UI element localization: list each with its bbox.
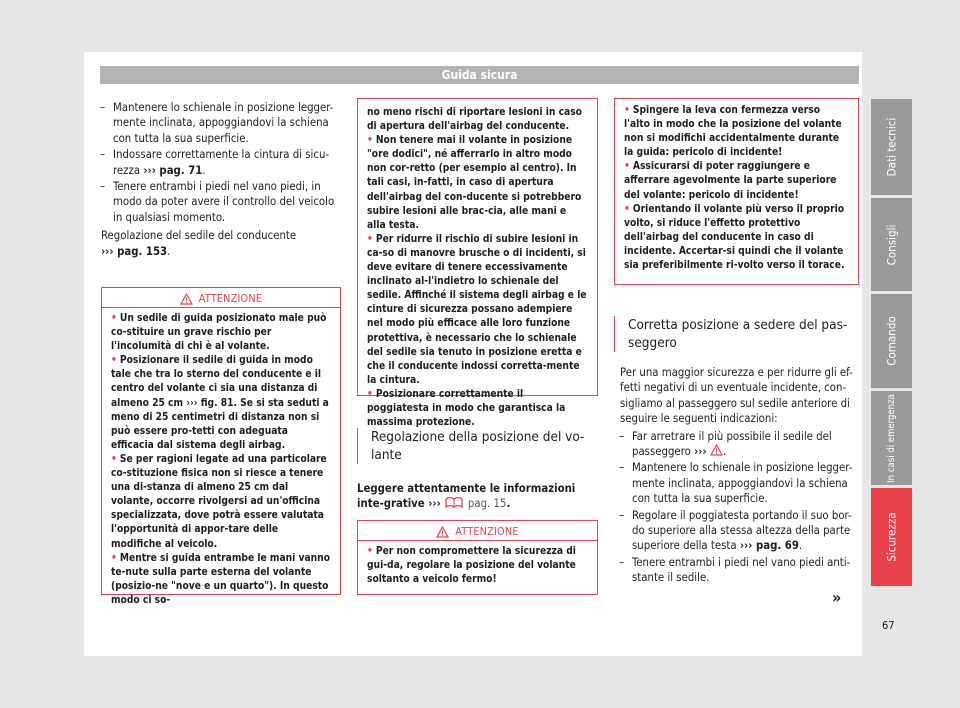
continue-mark: » [832,588,842,607]
paragraph: Regolazione del sedile del conducente ››› pag. 153. [101,229,297,258]
list-item: – Far arretrare il più possibile il sedile del passeggero ››› . [620,429,860,460]
warning-icon[interactable] [710,444,723,456]
list-item: – Indossare correttamente la cintura di sicu-rezza ››› pag. 71. [101,147,344,178]
warning-title: ATTENZIONE [102,290,340,308]
warning-bullet: • Per ridurre il rischio di subire lesioni in ca-so di manovre brusche o di incidenti, si deve evitare di tenere eccessivamente inclinato al-l'indietro lo schienale del sedile. Affinché il sistema degli airbag e le cinture di sicurezza possano adempiere nel modo più efficace alle loro funzione protettiva, è necessario che lo schienale del sedile sia tenuto in posizione eretta e che il conducente indossi corretta-mente la cintura. [367,233,587,386]
paragraph: Per una maggior sicurezza e per ridurre gli ef-fetti negativi di un eventuale incidente, con-sigliamo al passeggero sul sedile anteriore di seguire le seguenti indicazioni: [620,366,853,426]
warning-bullet: • Un sedile di guida posizionato male può co-stituire un grave rischio per l'incolumità di chi è al volante. [111,313,327,353]
tab-sicurezza[interactable]: Sicurezza [871,488,912,586]
warning-bullet: • Posizionare correttamente il poggiatesta in modo che garantisca la massima protezione. [367,388,566,429]
warning-box [357,520,598,595]
warning-box [101,287,341,606]
warning-icon [436,526,449,538]
warning-bullet: • Posizionare il sedile di guida in modo tale che tra lo sterno del conducente e il centro del volante ci sia una distanza di almeno 25 cm ››› fig. 81. Se si sta seduti a meno di 25 centimetri di distanza non si può essere pro-tetti con adeguata efficacia dal sistema degli airbag. [111,355,329,451]
list-item: – Mantenere lo schienale in posizione legger-mente inclinata, appoggiandovi la schiena con tutta la sua superficie. [101,100,344,146]
tab-comando[interactable]: Comando [871,294,912,388]
list-item: – Mantenere lo schienale in posizione legger-mente inclinata, appoggiandovi la schiena con tutta la sua superficie. [620,460,860,506]
page-ref-link[interactable]: ››› pag. 71 [143,163,203,177]
warning-bullet: • Mentre si guida entrambe le mani vanno te-nute sulla parte esterna del volante (posizio-ne "nove e un quarto"). In questo modo ci so- [111,552,330,606]
book-icon [444,496,464,508]
warning-bullet: • Spingere la leva con fermezza verso l'alto in modo che la posizione del volante non si modifichi accidentalmente durante la guida: pericolo di incidente! [624,105,842,159]
warning-bullet: • Se per ragioni legate ad una particolare co-stituzione fisica non si riesce a tenere una di-stanza di almeno 25 cm dal volante, occorre rivolgersi ad un'officina specializzata, dove potrà essere valutata l'opportunità di appor-tare delle modifiche al veicolo. [111,453,327,550]
warning-box-continued [614,98,859,285]
warning-icon [180,293,193,305]
column-3-body [620,365,860,587]
column-1 [101,100,344,259]
list-item: – Tenere entrambi i piedi nel vano piedi, in modo da poter avere il controllo del veicolo in qualsiasi momento. [101,179,344,225]
warning-bullet: • Non tenere mai il volante in posizione "ore dodici", né afferrarlo in altro modo non cor-retto (per esempio al centro). In tali casi, in-fatti, in caso di apertura dell'airbag del con-ducente si potrebbero subire lesioni alle brac-cia, alle mani e alla testa. [367,135,582,231]
section-heading-wrap [357,428,598,464]
intro-paragraph: Leggere attentamente le informazioni inte-grative ››› pag. 15. [357,482,576,511]
page-number: 67 [882,619,895,632]
warning-bullet: • Assicurarsi di poter raggiungere e afferrare agevolmente la parte superiore del volante: pericolo di incidente! [624,161,837,201]
section-heading-wrap [614,316,859,352]
warning-title: ATTENZIONE [358,523,597,541]
page-header: Guida sicura [100,66,859,84]
warning-bullet: • Orientando il volante più verso il proprio volto, si riduce l'effetto protettivo dell'airbag del conducente in caso di incidente. Accertar-si quindi che il volante sia preferibilmente ri-volto verso il torace. [624,203,845,272]
page-ref-link[interactable]: ››› pag. 69 [739,539,799,553]
warning-bullet: • Per non compromettere la sicurezza di gui-da, regolare la posizione del volante soltanto a veicolo fermo! [367,546,576,586]
tab-dati-tecnici[interactable]: Dati tecnici [871,99,912,195]
warning-text: no meno rischi di riportare lesioni in caso di apertura dell'airbag del conducente. [367,107,582,133]
section-heading: Regolazione della posizione del vo-lante [357,428,598,464]
page-ref-link[interactable]: ››› pag. 153 [101,244,168,258]
section-heading: Corretta posizione a sedere del pas-seggero [614,316,859,352]
list-item: – Tenere entrambi i piedi nel vano piedi anti-stante il sedile. [620,555,860,586]
tab-consigli[interactable]: Consigli [871,198,912,291]
tab-in-casi-di-emergenza[interactable]: In casi di emergenza [871,391,912,485]
list-item: – Regolare il poggiatesta portando il suo bor-do superiore alla stessa altezza della parte superiore della testa ››› pag. 69. [620,508,860,554]
page-ref-link[interactable]: pag. 15 [467,497,507,511]
warning-box-continued [357,98,598,429]
